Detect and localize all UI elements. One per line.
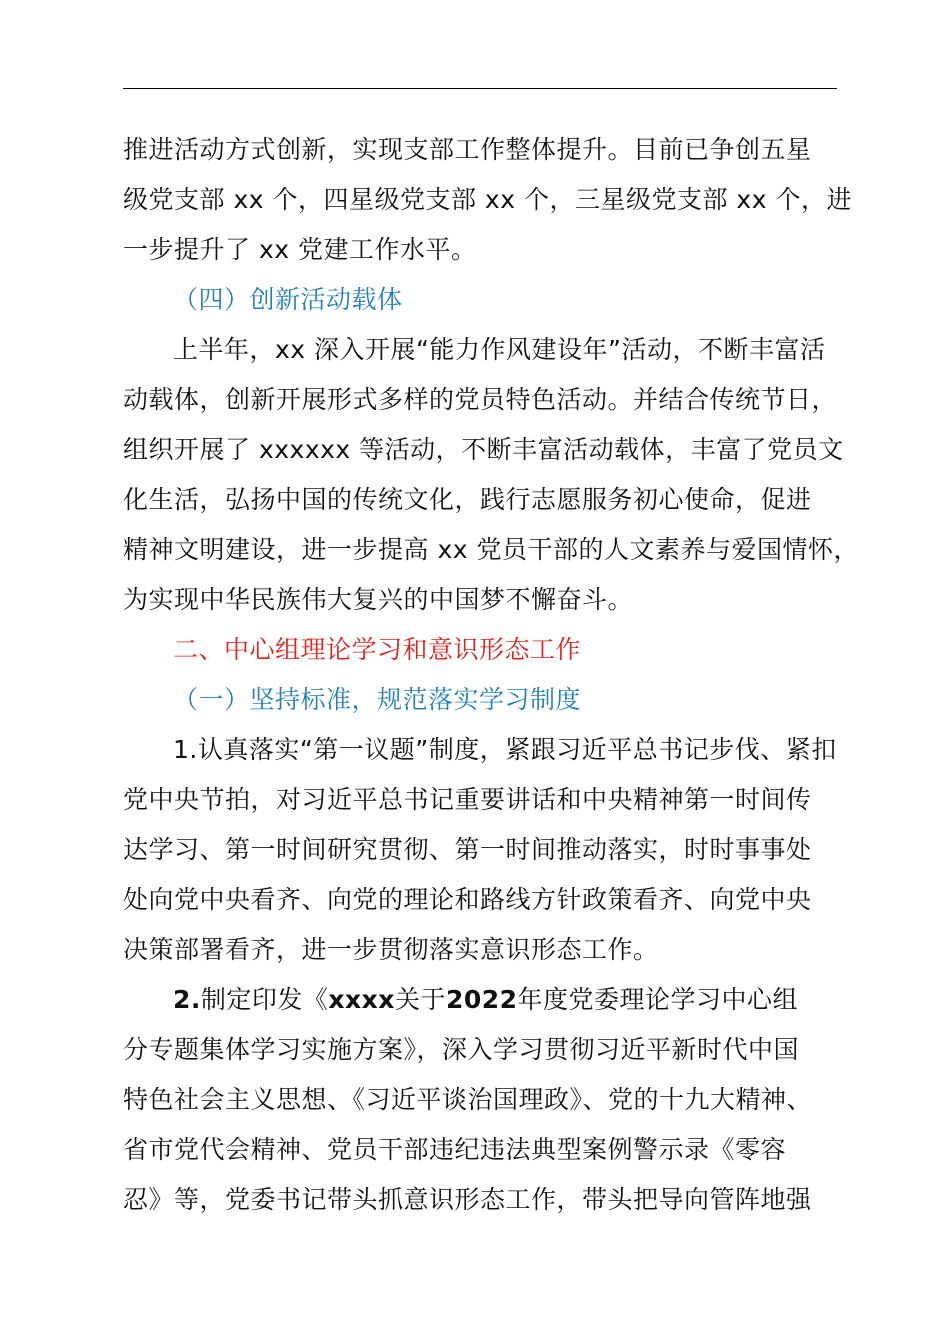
paragraph-first-line: 上半年，xx 深入开展“能力作风建设年”活动，不断丰富活 [173, 335, 826, 364]
chapter-heading-theory-study: 二、中心组理论学习和意识形态工作 [173, 635, 582, 664]
section-heading-standards: （一）坚持标准，规范落实学习制度 [173, 685, 582, 714]
item-number: 2. [173, 985, 201, 1014]
body-line: 一步提升了 xx 党建工作水平。 [123, 235, 477, 264]
item-2-first-line [123, 975, 839, 1025]
item-text: 制定印发《 [200, 985, 329, 1014]
body-line: 推进活动方式创新，实现支部工作整体提升。目前已争创五星 [123, 135, 812, 164]
body-line: 组织开展了 xxxxxx 等活动，不断丰富活动载体，丰富了党员文 [123, 435, 844, 464]
body-line: 处向党中央看齐、向党的理论和路线方针政策看齐、向党中央 [123, 885, 812, 914]
body-line: 忍》等，党委书记带头抓意识形态工作，带头把导向管阵地强 [123, 1185, 812, 1214]
body-line: 决策部署看齐，进一步贯彻落实意识形态工作。 [123, 935, 659, 964]
item-text: 年度党委理论学习中心组 [517, 985, 799, 1014]
body-line: 级党支部 xx 个，四星级党支部 xx 个，三星级党支部 xx 个，进 [123, 185, 852, 214]
item-text: 关于 [394, 985, 446, 1014]
document-body [123, 125, 859, 1225]
body-line: 达学习、第一时间研究贯彻、第一时间推动落实，时时事事处 [123, 835, 812, 864]
body-line: 分专题集体学习实施方案》，深入学习贯彻习近平新时代中国 [123, 1035, 800, 1064]
body-line: 党中央节拍，对习近平总书记重要讲话和中央精神第一时间传 [123, 785, 812, 814]
body-line: 精神文明建设，进一步提高 xx 党员干部的人文素养与爱国情怀， [123, 535, 859, 564]
body-line: 省市党代会精神、党员干部违纪违法典型案例警示录《零容 [123, 1135, 787, 1164]
paragraph-first-line: 1.认真落实“第一议题”制度，紧跟习近平总书记步伐、紧扣 [173, 735, 837, 764]
section-heading-innovation: （四）创新活动载体 [173, 285, 403, 314]
item-org-name: xxxx [328, 985, 395, 1014]
header-divider [123, 88, 837, 89]
body-line: 化生活，弘扬中国的传统文化，践行志愿服务初心使命，促进 [123, 485, 812, 514]
body-line: 特色社会主义思想、《习近平谈治国理政》、党的十九大精神、 [123, 1085, 813, 1114]
body-line: 为实现中华民族伟大复兴的中国梦不懈奋斗。 [123, 585, 634, 614]
item-year: 2022 [445, 985, 518, 1014]
body-line: 动载体，创新开展形式多样的党员特色活动。并结合传统节日， [123, 385, 838, 414]
